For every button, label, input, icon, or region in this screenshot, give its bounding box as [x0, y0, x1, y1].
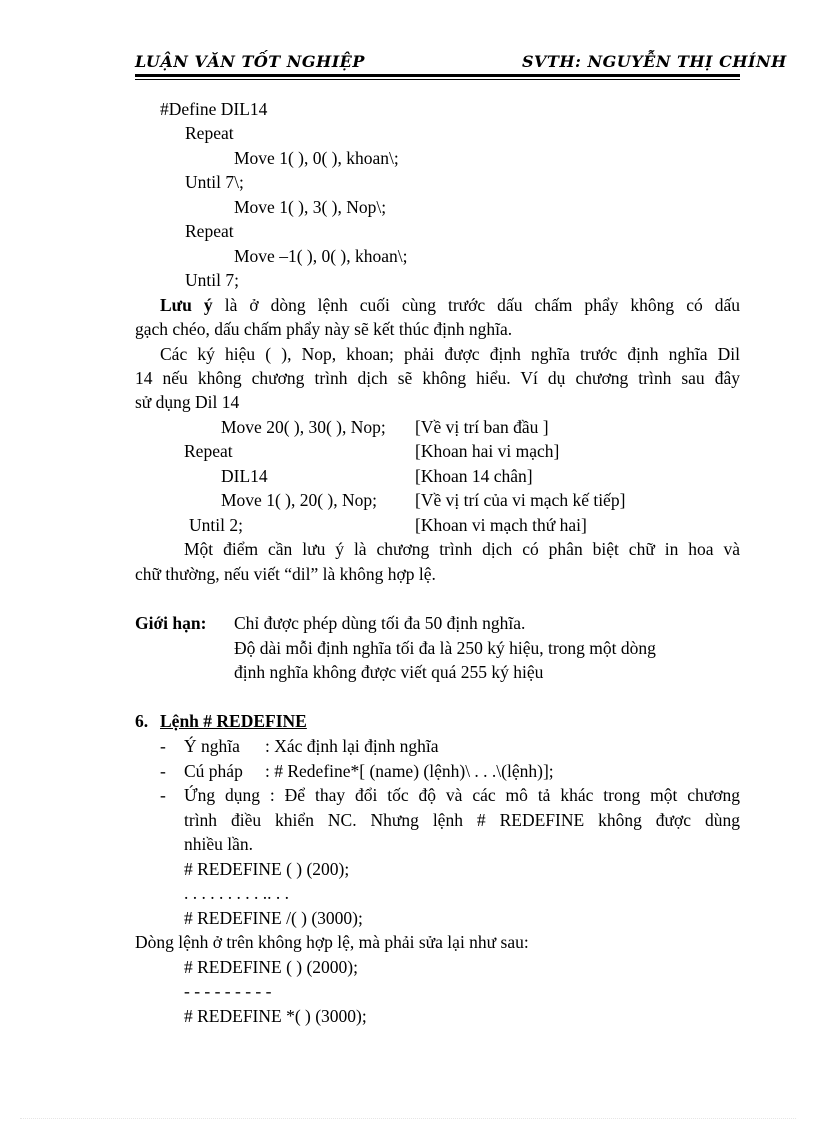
usage-value: : Để thay đổi tốc độ và các mô tả khác trong một chương — [269, 785, 741, 805]
code-line: Move 1( ), 0( ), khoan\; — [234, 148, 399, 168]
example-comment: [Khoan 14 chân] — [415, 466, 533, 486]
syntax-value: : # Redefine*[ (name) (lệnh)\ . . .\(lệnh)]; — [265, 761, 554, 781]
case-note-line-2: chữ thường, nếu viết “dil” là không hợp lệ. — [135, 564, 436, 584]
bullet-dash: - — [160, 785, 166, 805]
example-code: Until 2; — [189, 515, 243, 535]
header-rule-thick — [135, 74, 740, 77]
note-line-2: gạch chéo, dấu chấm phẩy này sẽ kết thúc định nghĩa. — [135, 319, 513, 339]
example-code: Repeat — [184, 441, 233, 461]
limits-line-1: Chỉ được phép dùng tối đa 50 định nghĩa. — [234, 613, 526, 633]
example-comment: [Về vị trí của vi mạch kế tiếp] — [415, 490, 626, 510]
usage-line-3: nhiều lần. — [184, 834, 254, 854]
note-line-3: Các ký hiệu ( ), Nop, khoan; phải được định nghĩa trước định nghĩa Dil — [160, 344, 740, 364]
note-text: là ở dòng lệnh cuối cùng trước dấu chấm phẩy không có dấu — [212, 295, 740, 315]
header-left: LUẬN VĂN TỐT NGHIỆP — [135, 52, 365, 71]
code-bad-1: # REDEFINE ( ) (200); — [184, 859, 350, 879]
fix-intro: Dòng lệnh ở trên không hợp lệ, mà phải sửa lại như sau: — [135, 932, 529, 952]
code-line: Until 7; — [185, 270, 239, 290]
example-code: Move 1( ), 20( ), Nop; — [221, 490, 378, 510]
code-line: Move –1( ), 0( ), khoan\; — [234, 246, 408, 266]
limits-line-2: Độ dài mỗi định nghĩa tối đa là 250 ký hiệu, trong một dòng — [234, 638, 656, 658]
usage-label: Ứng dụng — [184, 785, 260, 805]
limits-label: Giới hạn: — [135, 613, 207, 633]
bullet-dash: - — [160, 761, 166, 781]
code-line: Repeat — [185, 123, 234, 143]
example-comment: [Về vị trí ban đầu ] — [415, 417, 549, 437]
note-lead: Lưu ý — [160, 295, 213, 315]
meaning-label: Ý nghĩa — [184, 736, 240, 756]
code-dots: . . . . . . . . . .. . . — [184, 883, 289, 903]
note-line-4: 14 nếu không chương trình dịch sẽ không hiểu. Ví dụ chương trình sau đây — [135, 368, 740, 388]
case-note-line-1: Một điểm cần lưu ý là chương trình dịch có phân biệt chữ in hoa và — [184, 539, 740, 559]
example-comment: [Khoan hai vi mạch] — [415, 441, 560, 461]
code-dashes: - - - - - - - - - — [184, 981, 272, 1001]
code-line: Until 7\; — [185, 172, 244, 192]
code-good-2: # REDEFINE *( ) (3000); — [184, 1006, 367, 1026]
code-line: #Define DIL14 — [160, 99, 268, 119]
header-right: SVTH: NGUYỄN THỊ CHÍNH — [522, 52, 787, 71]
note-line-5: sử dụng Dil 14 — [135, 392, 240, 412]
code-line: Move 1( ), 3( ), Nop\; — [234, 197, 387, 217]
syntax-label: Cú pháp — [184, 761, 243, 781]
example-comment: [Khoan vi mạch thứ hai] — [415, 515, 587, 535]
section-title: Lệnh # REDEFINE — [160, 711, 307, 731]
code-line: Repeat — [185, 221, 234, 241]
bullet-dash: - — [160, 736, 166, 756]
code-good-1: # REDEFINE ( ) (2000); — [184, 957, 359, 977]
example-code: Move 20( ), 30( ), Nop; — [221, 417, 386, 437]
footer-divider — [20, 1118, 796, 1119]
section-number: 6. — [135, 711, 149, 731]
header-rule-thin — [135, 79, 740, 80]
limits-line-3: định nghĩa không được viết quá 255 ký hiệu — [234, 662, 544, 682]
code-bad-2: # REDEFINE /( ) (3000); — [184, 908, 363, 928]
usage-line-1 — [184, 784, 740, 806]
usage-line-2: trình điều khiển NC. Nhưng lệnh # REDEFINE không được dùng — [184, 810, 740, 830]
example-code: DIL14 — [221, 466, 268, 486]
note-line-1 — [135, 294, 740, 316]
meaning-value: : Xác định lại định nghĩa — [265, 736, 439, 756]
